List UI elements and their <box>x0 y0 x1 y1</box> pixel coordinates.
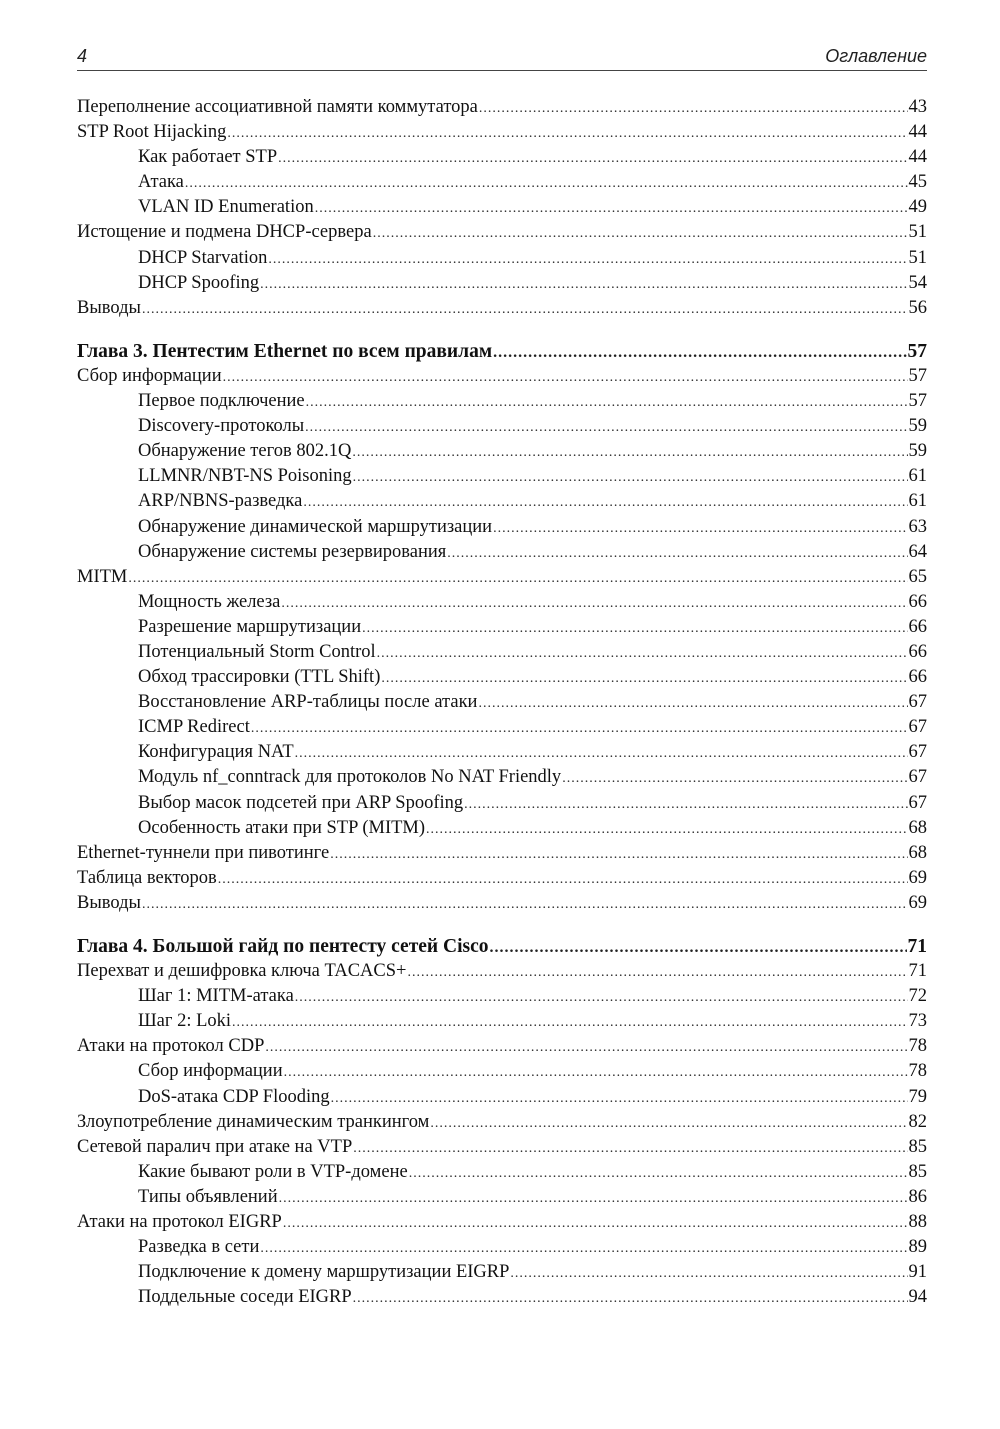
toc-subsection-entry <box>77 740 927 765</box>
toc-entry-page: 71 <box>907 936 927 957</box>
toc-entry-page: 57 <box>908 365 927 386</box>
toc-subsection-entry <box>77 1009 927 1034</box>
dot-leader <box>381 666 907 691</box>
toc-entry-page: 67 <box>908 792 927 813</box>
toc-entry-page: 89 <box>908 1237 927 1258</box>
toc-entry-page: 54 <box>908 272 927 293</box>
toc-section-entry <box>77 296 927 321</box>
toc-entry-page: 66 <box>908 641 927 662</box>
toc-entry-title: VLAN ID Enumeration <box>138 197 314 218</box>
toc-entry-page: 67 <box>908 717 927 738</box>
toc-subsection-entry <box>77 1260 927 1285</box>
toc-entry-title: Разведка в сети <box>138 1237 260 1258</box>
dot-leader <box>265 1035 907 1060</box>
toc-subsection-entry <box>77 1085 927 1110</box>
toc-entry-page: 85 <box>908 1161 927 1182</box>
toc-entry-page: 67 <box>908 767 927 788</box>
toc-entry-page: 44 <box>908 147 927 168</box>
toc-subsection-entry <box>77 414 927 439</box>
dot-leader <box>407 960 907 985</box>
toc-entry-title: Какие бывают роли в VTP-домене <box>138 1161 408 1182</box>
page-number: 4 <box>77 46 88 66</box>
toc-entry-title: Атаки на протокол CDP <box>77 1036 265 1057</box>
toc-section-entry <box>77 364 927 389</box>
toc-section-entry <box>77 959 927 984</box>
toc-entry-title: Шаг 2: Loki <box>138 1011 232 1032</box>
dot-leader <box>478 691 907 716</box>
dot-leader <box>490 935 907 960</box>
toc-entry-page: 56 <box>908 297 927 318</box>
dot-leader <box>409 1161 908 1186</box>
dot-leader <box>283 1211 908 1236</box>
dot-leader <box>306 390 908 415</box>
toc-entry-page: 86 <box>908 1186 927 1207</box>
toc-entry-title: DHCP Spoofing <box>138 272 260 293</box>
toc-entry-title: Ethernet-туннели при пивотинге <box>77 842 330 863</box>
toc-subsection-entry <box>77 765 927 790</box>
toc-subsection-entry <box>77 590 927 615</box>
toc-entry-title: DoS-атака CDP Flooding <box>138 1086 330 1107</box>
dot-leader <box>281 591 907 616</box>
toc-subsection-entry <box>77 195 927 220</box>
toc-subsection-entry <box>77 489 927 514</box>
toc-subsection-entry <box>77 1235 927 1260</box>
dot-leader <box>315 196 908 221</box>
toc-entry-page: 69 <box>908 892 927 913</box>
toc-entry-title: Глава 3. Пентестим Ethernet по всем правилам <box>77 340 493 362</box>
dot-leader <box>303 490 907 515</box>
toc-entry-page: 85 <box>908 1136 927 1157</box>
dot-leader <box>142 297 908 322</box>
toc-entry-title: Злоупотребление динамическим транкингом <box>77 1111 430 1132</box>
dot-leader <box>218 867 908 892</box>
dot-leader <box>232 1010 907 1035</box>
toc-entry-page: 63 <box>908 516 927 537</box>
toc-subsection-entry <box>77 690 927 715</box>
toc-entry-title: Шаг 1: MITM-атака <box>138 986 294 1007</box>
dot-leader <box>353 1136 907 1161</box>
dot-leader <box>377 641 908 666</box>
toc-entry-page: 45 <box>908 172 927 193</box>
dot-leader <box>268 247 907 272</box>
toc-entry-page: 78 <box>908 1036 927 1057</box>
dot-leader <box>479 96 908 121</box>
toc-entry-page: 67 <box>908 742 927 763</box>
toc-entry-page: 72 <box>908 986 927 1007</box>
toc-entry-page: 68 <box>908 842 927 863</box>
toc-entry-title: Таблица векторов <box>77 867 217 888</box>
dot-leader <box>330 842 907 867</box>
toc-subsection-entry <box>77 271 927 296</box>
toc-entry-title: Обнаружение системы резервирования <box>138 541 447 562</box>
toc-subsection-entry <box>77 1160 927 1185</box>
dot-leader <box>279 1186 908 1211</box>
toc-entry-title: Первое подключение <box>138 391 305 412</box>
dot-leader <box>493 516 907 541</box>
toc-entry-title: ARP/NBNS-разведка <box>138 491 303 512</box>
toc-entry-title: DHCP Starvation <box>138 247 268 268</box>
toc-entry-page: 51 <box>908 222 927 243</box>
toc-entry-page: 78 <box>908 1061 927 1082</box>
toc-subsection-entry <box>77 439 927 464</box>
toc-entry-title: Сетевой паралич при атаке на VTP <box>77 1136 353 1157</box>
dot-leader <box>260 272 907 297</box>
toc-entry-page: 69 <box>908 867 927 888</box>
toc-subsection-entry <box>77 615 927 640</box>
toc-entry-title: Обнаружение тегов 802.1Q <box>138 441 352 462</box>
page-header <box>77 44 927 71</box>
toc-entry-title: Атаки на протокол EIGRP <box>77 1212 282 1233</box>
toc-subsection-entry <box>77 464 927 489</box>
dot-leader <box>430 1111 907 1136</box>
dot-leader <box>373 221 908 246</box>
dot-leader <box>464 792 907 817</box>
toc-subsection-entry <box>77 715 927 740</box>
toc-entry-page: 73 <box>908 1011 927 1032</box>
toc-entry-page: 51 <box>908 247 927 268</box>
toc-subsection-entry <box>77 515 927 540</box>
toc-entry-title: Модуль nf_conntrack для протоколов No NAT Friendly <box>138 767 562 788</box>
dot-leader <box>260 1236 907 1261</box>
toc-entry-title: Discovery-протоколы <box>138 416 305 437</box>
dot-leader <box>295 985 908 1010</box>
dot-leader <box>284 1060 908 1085</box>
toc-entry-page: 57 <box>908 391 927 412</box>
toc-entry-title: Переполнение ассоциативной памяти коммутатора <box>77 97 478 117</box>
dot-leader <box>362 616 907 641</box>
toc-section-entry <box>77 1110 927 1135</box>
toc-entry-title: Истощение и подмена DHCP-сервера <box>77 222 372 243</box>
toc-entry-title: Сбор информации <box>138 1061 283 1082</box>
dot-leader <box>353 1286 908 1311</box>
toc-subsection-entry <box>77 389 927 414</box>
toc-subsection-entry <box>77 170 927 195</box>
toc-entry-page: 94 <box>908 1287 927 1308</box>
dot-leader <box>331 1086 908 1111</box>
toc-section-entry <box>77 866 927 891</box>
toc-entry-page: 59 <box>908 441 927 462</box>
toc-subsection-entry <box>77 665 927 690</box>
toc-entry-page: 43 <box>908 97 927 117</box>
toc-entry-page: 68 <box>908 817 927 838</box>
toc-entry-page: 66 <box>908 667 927 688</box>
toc-entry-title: Восстановление ARP-таблицы после атаки <box>138 692 478 713</box>
toc-entry-title: MITM <box>77 566 128 587</box>
dot-leader <box>353 465 908 490</box>
toc-entry-title: Обнаружение динамической маршрутизации <box>138 516 493 537</box>
toc-entry-title: Типы объявлений <box>138 1186 278 1207</box>
dot-leader <box>562 766 907 791</box>
toc-entry-title: Особенность атаки при STP (MITM) <box>138 817 426 838</box>
toc-entry-title: Как работает STP <box>138 147 278 168</box>
toc-entry-title: Глава 4. Большой гайд по пентесту сетей Cisco <box>77 936 489 957</box>
toc-section-entry <box>77 1034 927 1059</box>
dot-leader <box>295 741 908 766</box>
toc-subsection-entry <box>77 1059 927 1084</box>
toc-subsection-entry <box>77 984 927 1009</box>
toc-entry-title: Разрешение маршрутизации <box>138 616 362 637</box>
toc-entry-title: Сбор информации <box>77 365 222 386</box>
toc-section-entry <box>77 220 927 245</box>
toc-chapter-entry <box>77 339 927 364</box>
toc-chapter-entry <box>77 934 927 959</box>
toc-entry-title: Выбор масок подсетей при ARP Spoofing <box>138 792 464 813</box>
toc-entry-page: 71 <box>908 961 927 982</box>
dot-leader <box>128 566 907 591</box>
toc-subsection-entry <box>77 145 927 170</box>
toc-entry-page: 65 <box>908 566 927 587</box>
toc-section-entry <box>77 95 927 120</box>
toc-entry-title: Потенциальный Storm Control <box>138 641 376 662</box>
toc-subsection-entry <box>77 640 927 665</box>
toc-entry-title: Конфигурация NAT <box>138 742 294 763</box>
dot-leader <box>227 121 907 146</box>
toc-subsection-entry <box>77 816 927 841</box>
toc-entry-page: 61 <box>908 466 927 487</box>
toc-entry-page: 44 <box>908 122 927 143</box>
toc-entry-title: ICMP Redirect <box>138 717 250 738</box>
toc-entry-title: Атака <box>138 172 184 193</box>
toc-entry-title: Мощность железа <box>138 591 281 612</box>
toc-entry-title: LLMNR/NBT-NS Poisoning <box>138 466 352 487</box>
toc-entry-title: Поддельные соседи EIGRP <box>138 1287 352 1308</box>
dot-leader <box>426 817 907 842</box>
toc-subsection-entry <box>77 1185 927 1210</box>
toc-entry-page: 49 <box>908 197 927 218</box>
dot-leader <box>251 716 908 741</box>
toc-entry-title: Подключение к домену маршрутизации EIGRP <box>138 1262 510 1283</box>
dot-leader <box>493 340 906 365</box>
toc-entry-page: 66 <box>908 616 927 637</box>
toc-entry-page: 59 <box>908 416 927 437</box>
toc-subsection-entry <box>77 1285 927 1310</box>
toc-section-entry <box>77 1135 927 1160</box>
toc-entry-page: 61 <box>908 491 927 512</box>
toc-entry-page: 88 <box>908 1212 927 1233</box>
toc-entry-title: Перехват и дешифровка ключа TACACS+ <box>77 961 407 982</box>
toc-entry-page: 67 <box>908 692 927 713</box>
toc-entry-title: Выводы <box>77 892 141 913</box>
toc-section-entry <box>77 1210 927 1235</box>
toc-entry-page: 79 <box>908 1086 927 1107</box>
toc-section-entry <box>77 891 927 916</box>
toc-subsection-entry <box>77 540 927 565</box>
toc-subsection-entry <box>77 246 927 271</box>
toc-entry-page: 64 <box>908 541 927 562</box>
dot-leader <box>447 541 907 566</box>
toc-entry-title: Выводы <box>77 297 141 318</box>
running-title: Оглавление <box>825 46 927 66</box>
toc-entry-title: STP Root Hijacking <box>77 122 227 143</box>
dot-leader <box>352 440 907 465</box>
toc-entry-page: 66 <box>908 591 927 612</box>
toc-entry-page: 57 <box>907 340 927 362</box>
toc-subsection-entry <box>77 791 927 816</box>
dot-leader <box>278 146 907 171</box>
toc-section-entry <box>77 120 927 145</box>
toc-entry-page: 82 <box>908 1111 927 1132</box>
dot-leader <box>142 892 908 917</box>
toc-entry-title: Обход трассировки (TTL Shift) <box>138 667 381 688</box>
dot-leader <box>305 415 907 440</box>
toc-section-entry <box>77 841 927 866</box>
dot-leader <box>185 171 908 196</box>
dot-leader <box>223 365 908 390</box>
toc-section-entry <box>77 565 927 590</box>
table-of-contents <box>77 95 927 1310</box>
toc-entry-page: 91 <box>908 1262 927 1283</box>
dot-leader <box>510 1261 907 1286</box>
